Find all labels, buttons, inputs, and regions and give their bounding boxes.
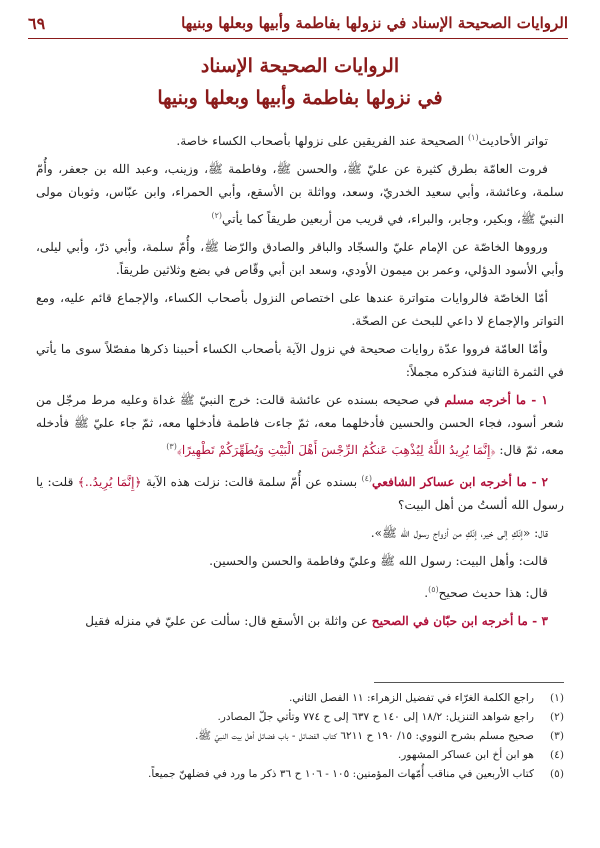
paragraph-9: قالت: وأهل البيت: رسول الله ﷺ وعليّ وفاطمة والحسن والحسين. bbox=[209, 554, 548, 569]
footnote-1 bbox=[36, 689, 564, 708]
footnote-text: هو ابن أخ ابن عساكر المشهور. bbox=[397, 749, 534, 761]
footnote-divider bbox=[374, 682, 564, 683]
paragraph-7 bbox=[36, 467, 564, 517]
footnote-3 bbox=[36, 727, 564, 746]
text: الصحيحة عند الفريقين على نزولها بأصحاب الكساء خاصة. bbox=[176, 134, 469, 149]
paragraph-11 bbox=[36, 610, 564, 633]
footnote-number: (٤) bbox=[550, 749, 564, 761]
footnote-number: (٥) bbox=[550, 768, 564, 780]
main-text bbox=[36, 126, 564, 638]
paragraph-10 bbox=[36, 578, 564, 605]
text: تواتر الأحاديث bbox=[478, 134, 548, 149]
footnote-2 bbox=[36, 708, 564, 727]
narration-label: ١ - ما أخرجه مسلم bbox=[444, 393, 549, 408]
paragraph-6 bbox=[36, 389, 564, 462]
footnote-ref[interactable]: (٥) bbox=[428, 585, 439, 595]
footnote-number: (١) bbox=[550, 692, 564, 704]
paragraph-4: أمّا الخاصّة فالروايات متواترة عندها على اختصاص النزول بأصحاب الكساء، والإجماع قائم عليه، ومع التواتر والإجماع لا داعي للبحث عن الصحّة. bbox=[36, 291, 564, 329]
text: بسنده عن أُمّ سلمة قالت: نزلت هذه الآية bbox=[141, 475, 362, 490]
paragraph-3: ورووها الخاصّة عن الإمام عليّ والسجّاد والباقر والصادق والرّضا ﷺ، وأُمّ سلمة، وأبي ذرّ، وأبي ليلى، وأبي الأسود الدؤلي، وعمر بن ميمون الأودي، وسعد ابن أبي وقّاص في بضع وثلاثين طريقاً. bbox=[36, 240, 564, 278]
text: في صحيحه بسنده عن عائشة قالت: خرج النبيّ ﷺ غداة وعليه مرط مرجّل من شعر أسود، فجاء الحسن والحسين فأدخلهما معه، ثمّ جاءت فاطمة فأدخلها معه، ثمّ جاء عليّ ﷺ فأدخله معه، ثمّ قال: bbox=[36, 393, 564, 458]
narration-label: ٢ - ما أخرجه ابن عساكر الشافعي bbox=[372, 475, 548, 490]
text: قلت: يا رسول الله ألستُ من أهل البيت؟ bbox=[36, 475, 564, 513]
footnote-4 bbox=[36, 746, 564, 765]
chapter-title: الروايات الصحيحة الإسناد bbox=[200, 55, 400, 77]
footnote-5 bbox=[36, 765, 564, 784]
footnote-ref[interactable]: (١) bbox=[468, 133, 479, 142]
text: عن واثلة بن الأسقع قال: سألت عن عليّ في منزله فقيل bbox=[85, 614, 372, 629]
page-header bbox=[28, 14, 568, 39]
footnote-text: راجع الكلمة الغرّاء في تفضيل الزهراء: ١١ الفصل الثاني. bbox=[289, 692, 534, 704]
paragraph-1 bbox=[36, 126, 564, 153]
text: فروت العامّة بطرق كثيرة عن عليّ ﷺ، والحسن ﷺ، وفاطمة ﷺ، وزينب، وعبد الله بن جعفر، وأُمّ سلمة، وعائشة، وأبي سعيد الخدريّ، وسعد، وواثلة بن الأسقع، وأبي الحمراء، وابن عبّاس، وثوبان مولى النبيّ ﷺ، وبكير، وجابر، والبراء، في قريب من أربعين طريقاً كما يأتي bbox=[36, 162, 564, 227]
footnote-ref[interactable]: (٤) bbox=[361, 474, 373, 484]
footnote-number: (٣) bbox=[550, 730, 564, 742]
paragraph-5: وأمّا العامّة فرووا عدّة روايات صحيحة في نزول الآية بأصحاب الكساء أحببنا ذكرها مفصّلاً سوى ما يأتي في الثمرة الثانية فنذكره مجملاً: bbox=[36, 342, 564, 380]
running-title: الروايات الصحيحة الإسناد في نزولها بفاطمة وأبيها وبعلها وبنيها bbox=[181, 14, 568, 32]
quran-verse: ﴿إِنَّمَا يُرِيدُ اللَّهُ لِيُذْهِبَ عَنكُمُ الرِّجْسَ أَهْلَ الْبَيْتِ وَيُطَهِّرَكُمْ تَطْهِيرًا﴾ bbox=[176, 443, 496, 458]
chapter-subtitle: في نزولها بفاطمة وأبيها وبعلها وبنيها bbox=[157, 87, 443, 109]
narration-label: ٣ - ما أخرجه ابن حبّان في الصحيح bbox=[371, 614, 548, 629]
paragraph-8: قال: «إنّكِ إلى خير، إنّكِ من أزواج رسول الله ﷺ». bbox=[370, 526, 548, 541]
footnotes bbox=[36, 682, 564, 784]
paragraph-2 bbox=[36, 158, 564, 231]
page-number: ٦٩ bbox=[28, 14, 46, 33]
quran-verse: ﴿إِنَّمَا يُرِيدُ..﴾ bbox=[77, 475, 142, 490]
footnote-text: كتاب الأربعين في مناقب أُمّهات المؤمنين: ١٠٥ - ١٠٦ ح ٣٦ ذكر ما ورد في فضلهنّ جميعاً. bbox=[148, 768, 534, 780]
text: . bbox=[424, 586, 429, 601]
footnote-ref[interactable]: (٣) bbox=[166, 442, 177, 452]
footnote-number: (٢) bbox=[550, 711, 564, 723]
text: قال: هذا حديث صحيح bbox=[438, 586, 548, 601]
footnote-text: صحيح مسلم بشرح النووي: ١٥/ ١٩٠ ح ٦٢١١ كتاب الفضائل - باب فضائل أهل بيت النبيّ ﷺ. bbox=[194, 730, 534, 742]
footnote-ref[interactable]: (٢) bbox=[211, 211, 223, 221]
footnote-text: راجع شواهد التنزيل: ١٨/٢ إلى ١٤٠ ح ٦٣٧ إلى ح ٧٧٤ وتأتي جلّ المصادر. bbox=[217, 711, 534, 723]
